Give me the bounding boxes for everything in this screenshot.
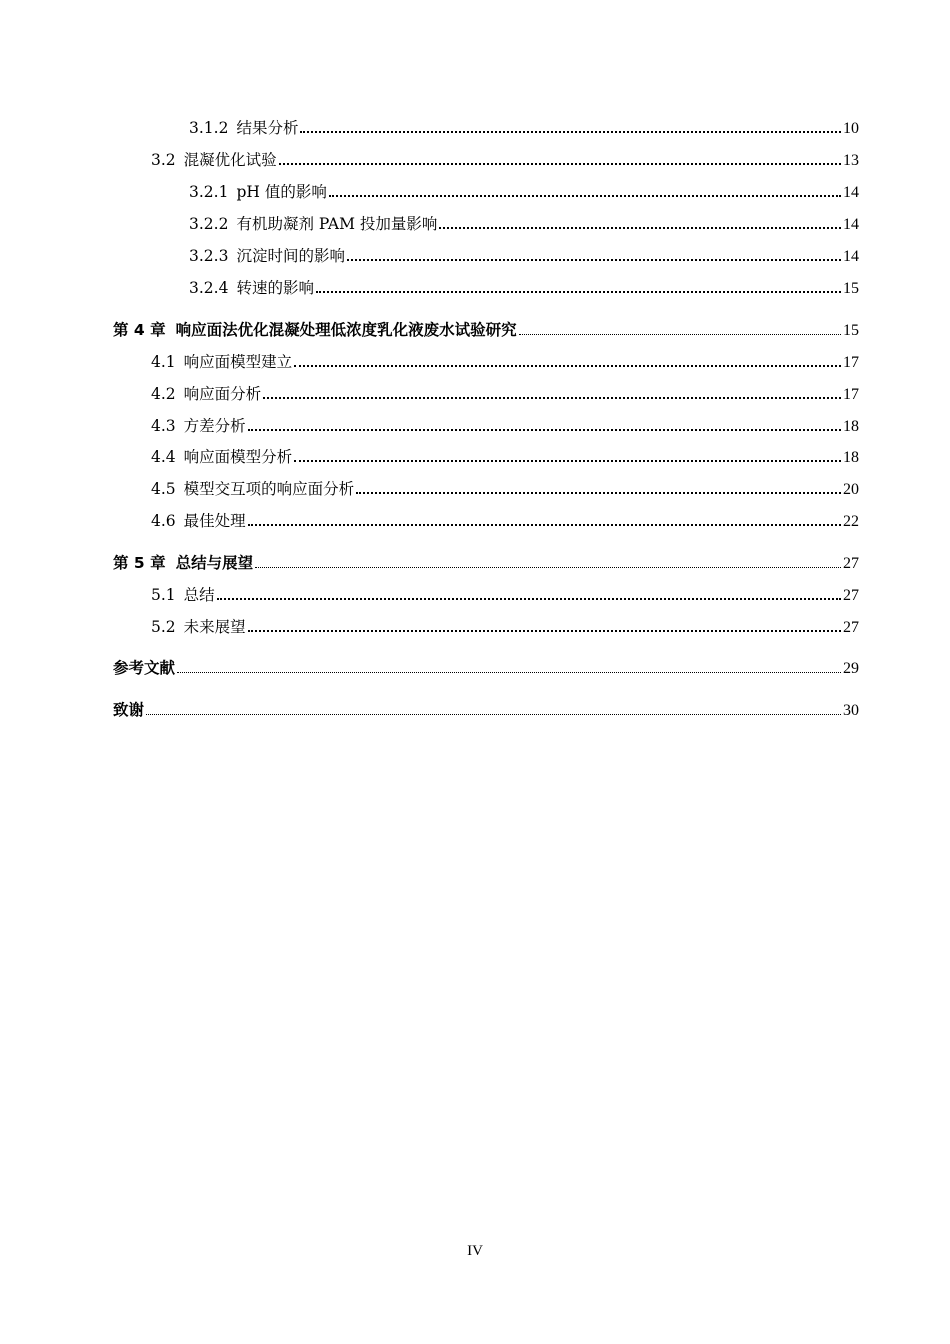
toc-entry-page: 14 xyxy=(843,216,859,233)
toc-entry-number: 4.5 xyxy=(151,480,176,498)
toc-entry-number: 3.2 xyxy=(151,151,176,169)
toc-entry-title: 沉淀时间的影响 xyxy=(236,247,345,265)
toc-entry-page: 20 xyxy=(843,481,859,498)
toc-entry-title: 总结 xyxy=(183,586,215,604)
toc-entry-number: 第 4 章 xyxy=(113,321,166,339)
dot-leader xyxy=(279,163,841,165)
toc-entry-title: 响应面法优化混凝处理低浓度乳化液废水试验研究 xyxy=(175,321,517,339)
toc-entry[interactable] xyxy=(113,700,859,721)
toc-entry-page: 17 xyxy=(843,354,859,371)
toc-entry[interactable] xyxy=(113,320,859,341)
toc-entry-number: 5.2 xyxy=(151,618,176,636)
toc-entry-title: 模型交互项的响应面分析 xyxy=(183,480,355,498)
toc-entry-page: 14 xyxy=(843,184,859,201)
toc-entry-page: 14 xyxy=(843,248,859,265)
toc-entry[interactable] xyxy=(113,246,859,267)
toc-entry[interactable] xyxy=(113,553,859,574)
dot-leader xyxy=(300,131,841,133)
toc-entry[interactable] xyxy=(113,447,859,468)
toc-entry[interactable] xyxy=(113,278,859,299)
dot-leader xyxy=(294,460,841,462)
toc-entry-title: 方差分析 xyxy=(183,417,246,435)
toc-entry-number: 第 5 章 xyxy=(113,554,166,572)
toc-entry-number: 3.1.2 xyxy=(189,119,229,137)
toc-entry-title: 响应面分析 xyxy=(183,385,262,403)
toc-entry[interactable] xyxy=(113,352,859,373)
dot-leader xyxy=(316,291,841,293)
toc-entry-page: 27 xyxy=(843,555,859,572)
toc-entry-page: 17 xyxy=(843,386,859,403)
toc-entry-page: 30 xyxy=(843,702,859,719)
toc-entry[interactable] xyxy=(113,617,859,638)
dot-leader xyxy=(146,714,841,715)
dot-leader xyxy=(248,630,841,632)
toc-entry-title: 结果分析 xyxy=(236,119,299,137)
toc-entry[interactable] xyxy=(113,658,859,679)
toc-entry[interactable] xyxy=(113,150,859,171)
dot-leader xyxy=(248,429,841,431)
toc-entry[interactable] xyxy=(113,214,859,235)
toc-entry-title: 总结与展望 xyxy=(175,554,254,572)
dot-leader xyxy=(248,524,841,526)
toc-entry-title: 转速的影响 xyxy=(236,279,314,297)
dot-leader xyxy=(263,397,841,399)
toc-entry-number: 4.6 xyxy=(151,512,176,530)
toc-entry-number: 3.2.1 xyxy=(189,183,229,201)
page-number-footer: IV xyxy=(467,1243,483,1259)
toc-entry-number: 3.2.4 xyxy=(189,279,229,297)
toc-entry-page: 29 xyxy=(843,660,859,677)
toc-entry-title: 参考文献 xyxy=(113,659,176,677)
toc-entry-number: 4.1 xyxy=(151,353,176,371)
toc-entry-page: 15 xyxy=(843,280,859,297)
toc-entry-title: 响应面模型建立 xyxy=(183,353,293,371)
toc-entry-number: 3.2.2 xyxy=(189,215,229,233)
toc-entry-number: 3.2.3 xyxy=(189,247,229,265)
toc-entry-page: 22 xyxy=(843,513,859,530)
dot-leader xyxy=(255,567,841,568)
toc-entry-page: 18 xyxy=(843,418,859,435)
toc-entry[interactable] xyxy=(113,182,859,203)
toc-entry-title: 响应面模型分析 xyxy=(183,448,293,466)
toc-entry-title: 混凝优化试验 xyxy=(183,151,277,169)
toc-entry-page: 18 xyxy=(843,449,859,466)
toc-entry-title: 致谢 xyxy=(113,701,145,719)
toc-entry-number: 4.4 xyxy=(151,448,176,466)
dot-leader xyxy=(356,492,841,494)
toc-entry-title: 最佳处理 xyxy=(183,512,246,530)
dot-leader xyxy=(329,195,841,197)
toc-entry-number: 4.3 xyxy=(151,417,176,435)
toc-entry-page: 27 xyxy=(843,587,859,604)
toc-entry[interactable] xyxy=(113,416,859,437)
dot-leader xyxy=(294,365,841,367)
dot-leader xyxy=(347,259,841,261)
toc-entry-number: 5.1 xyxy=(151,586,176,604)
dot-leader xyxy=(439,227,841,229)
toc-entry-title: 未来展望 xyxy=(183,618,246,636)
toc-entry-page: 10 xyxy=(843,120,859,137)
toc-entry[interactable] xyxy=(113,511,859,532)
toc-entry[interactable] xyxy=(113,585,859,606)
toc-entry-title: pH 值的影响 xyxy=(236,183,327,201)
dot-leader xyxy=(519,334,841,335)
toc-entry-page: 15 xyxy=(843,322,859,339)
toc-entry-title: 有机助凝剂 PAM 投加量影响 xyxy=(236,215,438,233)
toc-entry[interactable] xyxy=(113,118,859,139)
toc-entry[interactable] xyxy=(113,384,859,405)
toc-entry[interactable] xyxy=(113,479,859,500)
toc-entry-page: 27 xyxy=(843,619,859,636)
dot-leader xyxy=(217,598,841,600)
toc-entry-number: 4.2 xyxy=(151,385,176,403)
toc-entry-page: 13 xyxy=(843,152,859,169)
dot-leader xyxy=(177,672,841,673)
